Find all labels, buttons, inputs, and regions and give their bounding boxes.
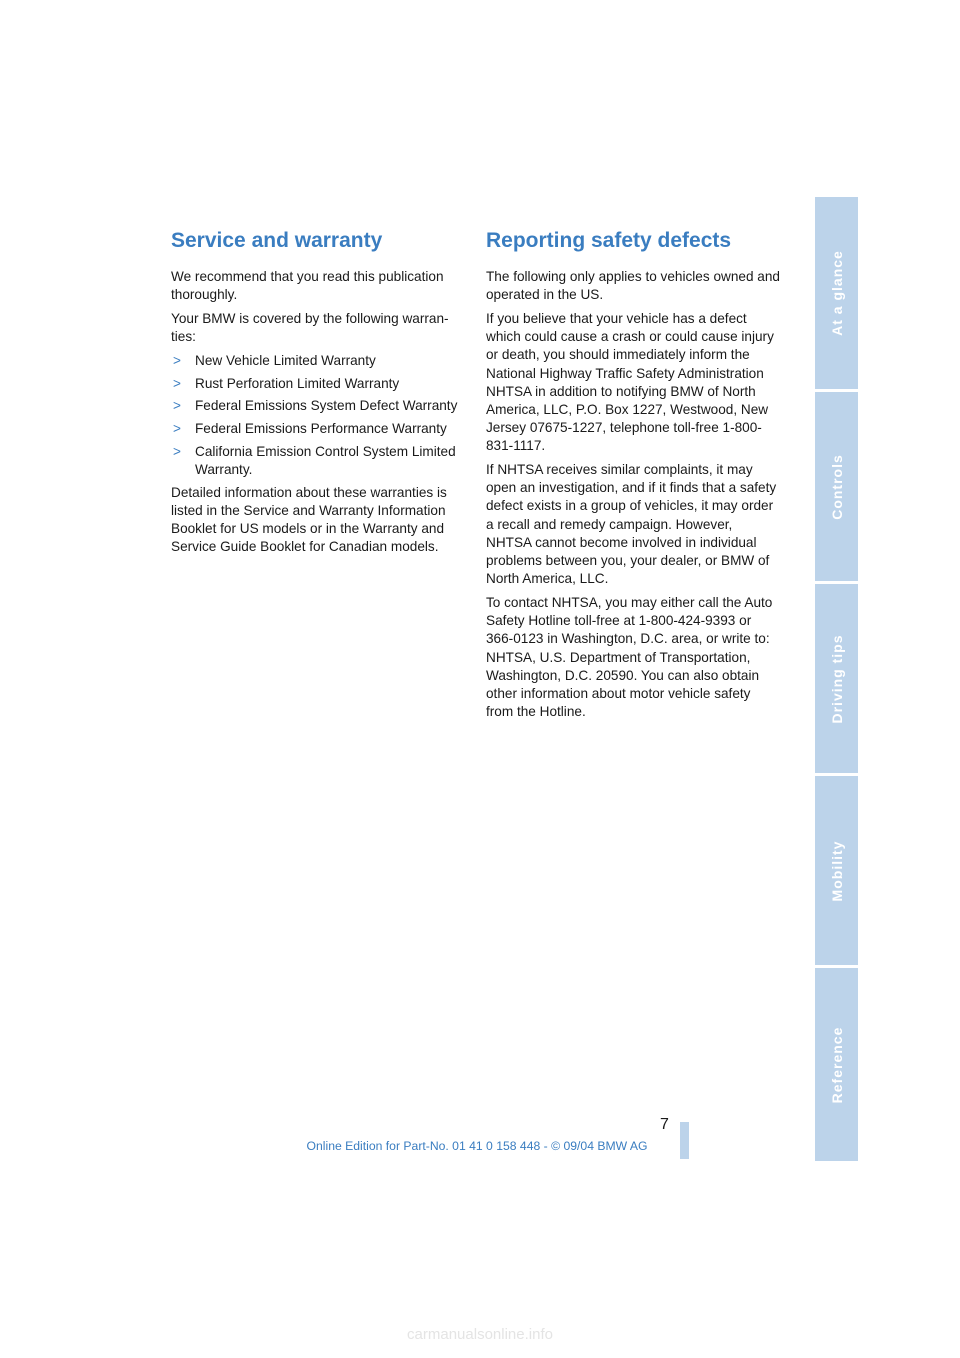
warranty-list-item bbox=[171, 375, 467, 393]
tab-at-a-glance[interactable] bbox=[815, 197, 858, 389]
tab-label: Reference bbox=[828, 1026, 845, 1103]
safety-defects-section bbox=[486, 226, 780, 727]
bullet-marker: > bbox=[173, 443, 181, 459]
bullet-marker: > bbox=[173, 420, 181, 436]
bullet-marker: > bbox=[173, 375, 181, 391]
safety-report-paragraph: If you believe that your vehicle has a defect which could cause a crash or could cause injury or death, you should immediately inform the National Highway Traffic Safety Administration NHTSA in addition to notifying BMW of North America, LLC, P.O. Box 1227, Westwood, New Jersey 07675-1227, telephone toll-free 1-800-831-1117. bbox=[486, 310, 774, 454]
warranty-item-text: Federal Emissions Performance Warranty bbox=[195, 420, 447, 436]
service-coverage-paragraph: Your BMW is covered by the following warran-ties: bbox=[171, 310, 449, 345]
warranty-list bbox=[171, 352, 467, 479]
warranty-item-text: Rust Perforation Limited Warranty bbox=[195, 375, 400, 391]
safety-contact-paragraph: To contact NHTSA, you may either call the Auto Safety Hotline toll-free at 1-800-424-9393 or 366-0123 in Washington, D.C. area, or write to: NHTSA, U.S. Department of Transportation, Washington, D.C. 20590. You can also obtain other information about motor vehicle safety from the Hotline. bbox=[486, 594, 773, 720]
safety-investigation-paragraph: If NHTSA receives similar complaints, it may open an investigation, and if it finds that a safety defect exists in a group of vehicles, it may order a recall and remedy campaign. However, NHTSA cannot become involved in individual problems between you, your dealer, or BMW of North America, LLC. bbox=[486, 462, 777, 587]
warranty-list-item bbox=[171, 397, 467, 415]
bullet-marker: > bbox=[173, 398, 181, 414]
tab-mobility[interactable] bbox=[815, 776, 858, 965]
footer-edition-note bbox=[0, 1139, 960, 1153]
bullet-marker: > bbox=[173, 352, 181, 368]
tab-controls[interactable] bbox=[815, 392, 858, 581]
warranty-list-item bbox=[171, 420, 467, 438]
service-warranty-heading: Service and warranty bbox=[171, 229, 383, 252]
safety-defects-heading: Reporting safety defects bbox=[486, 229, 732, 252]
safety-scope-paragraph: The following only applies to vehicles owned and operated in the US. bbox=[486, 269, 780, 303]
tab-label: Mobility bbox=[828, 840, 845, 901]
footer-text: Online Edition for Part-No. 01 41 0 158 448 - © 09/04 BMW AG bbox=[306, 1139, 648, 1153]
tab-label: Controls bbox=[828, 453, 845, 520]
page-number: 7 bbox=[660, 1116, 669, 1133]
warranty-details-paragraph: Detailed information about these warranties is listed in the Service and Warranty Information Booklet for US models or in the Warranty and Service Guide Booklet for Canadian models. bbox=[171, 484, 447, 555]
service-intro-paragraph: We recommend that you read this publication thoroughly. bbox=[171, 269, 444, 303]
tab-reference[interactable] bbox=[815, 968, 858, 1161]
tab-label: Driving tips bbox=[828, 633, 845, 724]
warranty-item-text: California Emission Control System Limited Warranty. bbox=[195, 443, 456, 477]
warranty-item-text: New Vehicle Limited Warranty bbox=[195, 352, 376, 368]
warranty-list-item bbox=[171, 443, 467, 479]
service-warranty-section bbox=[171, 226, 467, 562]
watermark: carmanualsonline.info bbox=[407, 1326, 553, 1343]
tab-label: At a glance bbox=[828, 250, 845, 336]
chapter-tabs bbox=[815, 197, 858, 1161]
warranty-item-text: Federal Emissions System Defect Warranty bbox=[195, 398, 458, 414]
warranty-list-item bbox=[171, 352, 467, 370]
tab-driving-tips[interactable] bbox=[815, 584, 858, 773]
